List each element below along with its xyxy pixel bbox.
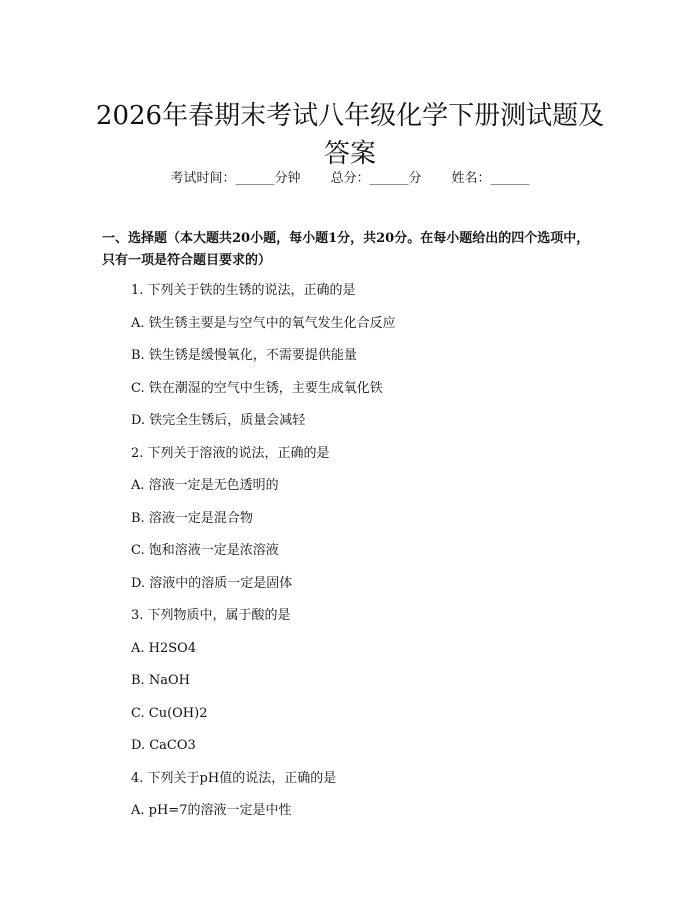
section-heading-choice: 一、选择题（本大题共20小题，每小题1分，共20分。在每小题给出的四个选项中，只有一项是符合题目要求的） xyxy=(102,231,590,268)
answer-option: B. NaOH xyxy=(131,673,190,688)
question-stem: 3. 下列物质中，属于酸的是 xyxy=(131,608,291,623)
answer-option: C. 铁在潮湿的空气中生锈，主要生成氧化铁 xyxy=(131,380,383,396)
total-score-field: 总分：______分 xyxy=(330,171,422,186)
answer-option: D. 溶液中的溶质一定是固体 xyxy=(131,575,293,591)
answer-option: C. 饱和溶液一定是浓溶液 xyxy=(131,543,279,558)
exam-time-field: 考试时间：______分钟 xyxy=(170,171,301,186)
answer-option: A. 溶液一定是无色透明的 xyxy=(131,478,279,493)
answer-option: A. H2SO4 xyxy=(131,640,197,656)
answer-option: A. 铁生锈主要是与空气中的氧气发生化合反应 xyxy=(131,315,396,331)
question-list xyxy=(131,282,591,835)
question-stem: 4. 下列关于pH值的说法，正确的是 xyxy=(131,770,337,786)
question-stem: 2. 下列关于溶液的说法，正确的是 xyxy=(131,445,330,461)
answer-option: D. 铁完全生锈后，质量会减轻 xyxy=(131,413,306,428)
document-title: 2026年春期末考试八年级化学下册测试题及答案 xyxy=(95,101,605,170)
answer-option: B. 铁生锈是缓慢氧化，不需要提供能量 xyxy=(131,348,357,363)
exam-info xyxy=(0,170,700,188)
answer-option: C. Cu(OH)2 xyxy=(131,705,208,721)
student-name-field: 姓名：______ xyxy=(451,171,530,186)
answer-option: B. 溶液一定是混合物 xyxy=(131,510,253,526)
answer-option: A. pH=7的溶液一定是中性 xyxy=(131,803,292,818)
answer-option: D. CaCO3 xyxy=(131,738,196,753)
question-stem: 1. 下列关于铁的生锈的说法，正确的是 xyxy=(131,283,356,298)
